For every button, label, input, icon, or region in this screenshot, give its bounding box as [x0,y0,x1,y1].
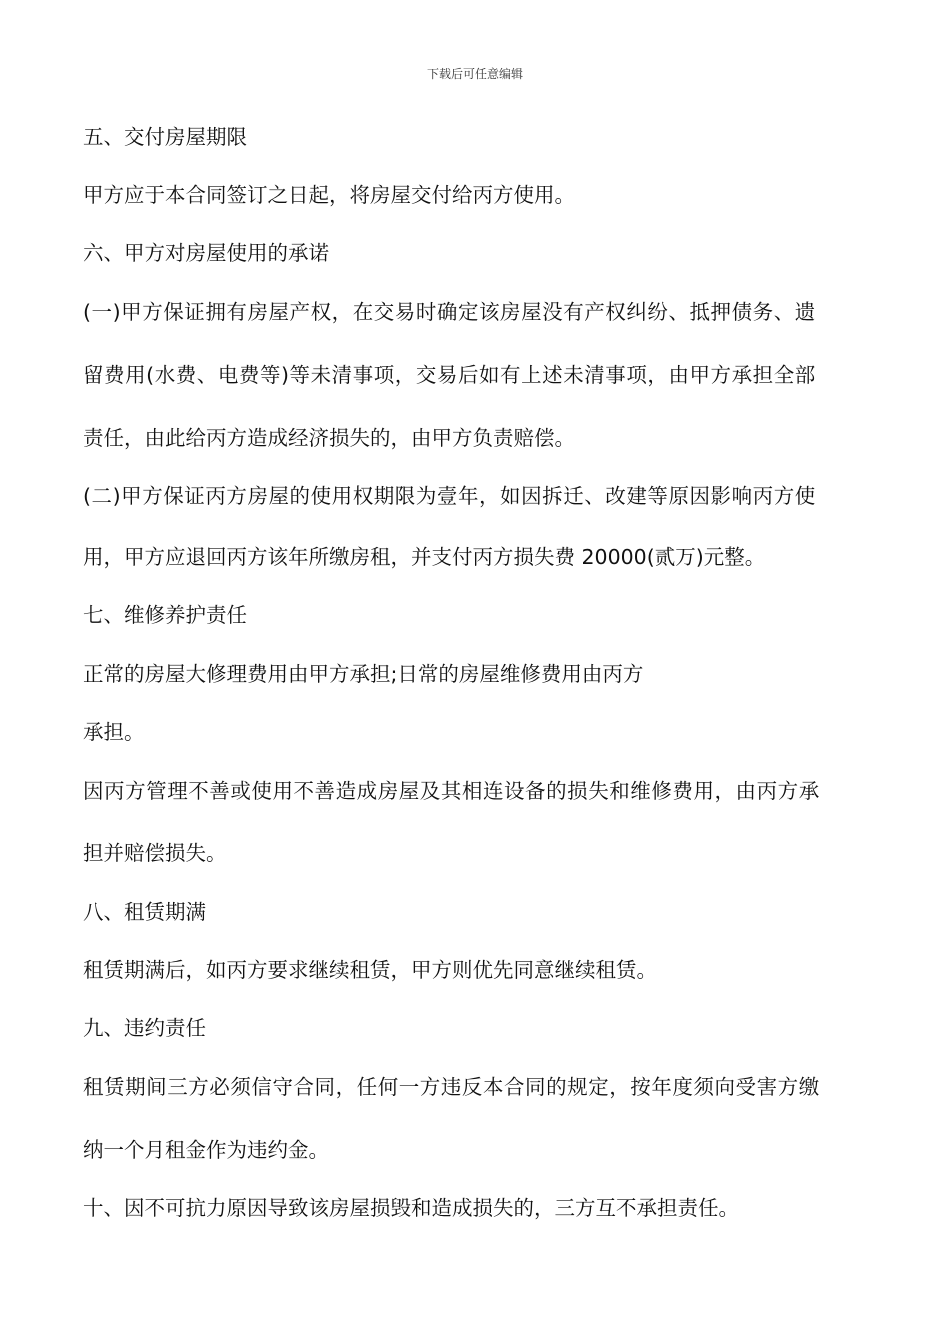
paragraph-line: 留费用(水费、电费等)等未清事项，交易后如有上述未清事项，由甲方承担全部 [83,363,816,387]
paragraph-line: (二)甲方保证丙方房屋的使用权期限为壹年，如因拆迁、改建等原因影响丙方使 [83,484,816,508]
paragraph-line: (一)甲方保证拥有房屋产权，在交易时确定该房屋没有产权纠纷、抵押债务、遗 [83,300,816,324]
paragraph-line: 责任，由此给丙方造成经济损失的，由甲方负责赔偿。 [83,426,575,450]
section-heading-5: 五、交付房屋期限 [83,125,247,149]
paragraph-line: 担并赔偿损失。 [83,841,227,865]
paragraph-line: 正常的房屋大修理费用由甲方承担;日常的房屋维修费用由丙方 [83,662,644,686]
paragraph-line: 纳一个月租金作为违约金。 [83,1138,329,1162]
paragraph-line: 承担。 [83,720,145,744]
section-heading-9: 九、违约责任 [83,1016,206,1040]
section-heading-7: 七、维修养护责任 [83,603,247,627]
section-heading-10: 十、因不可抗力原因导致该房屋损毁和造成损失的，三方互不承担责任。 [83,1196,739,1220]
paragraph-line: 租赁期满后，如丙方要求继续租赁，甲方则优先同意继续租赁。 [83,958,657,982]
paragraph-line: 租赁期间三方必须信守合同，任何一方违反本合同的规定，按年度须向受害方缴 [83,1075,820,1099]
paragraph-line: 甲方应于本合同签订之日起，将房屋交付给丙方使用。 [83,183,575,207]
section-heading-8: 八、租赁期满 [83,900,206,924]
page-header: 下载后可任意编辑 [426,67,523,81]
section-heading-6: 六、甲方对房屋使用的承诺 [83,241,329,265]
paragraph-line: 因丙方管理不善或使用不善造成房屋及其相连设备的损失和维修费用，由丙方承 [83,779,820,803]
paragraph-line: 用，甲方应退回丙方该年所缴房租，并支付丙方损失费 20000(贰万)元整。 [83,545,766,569]
